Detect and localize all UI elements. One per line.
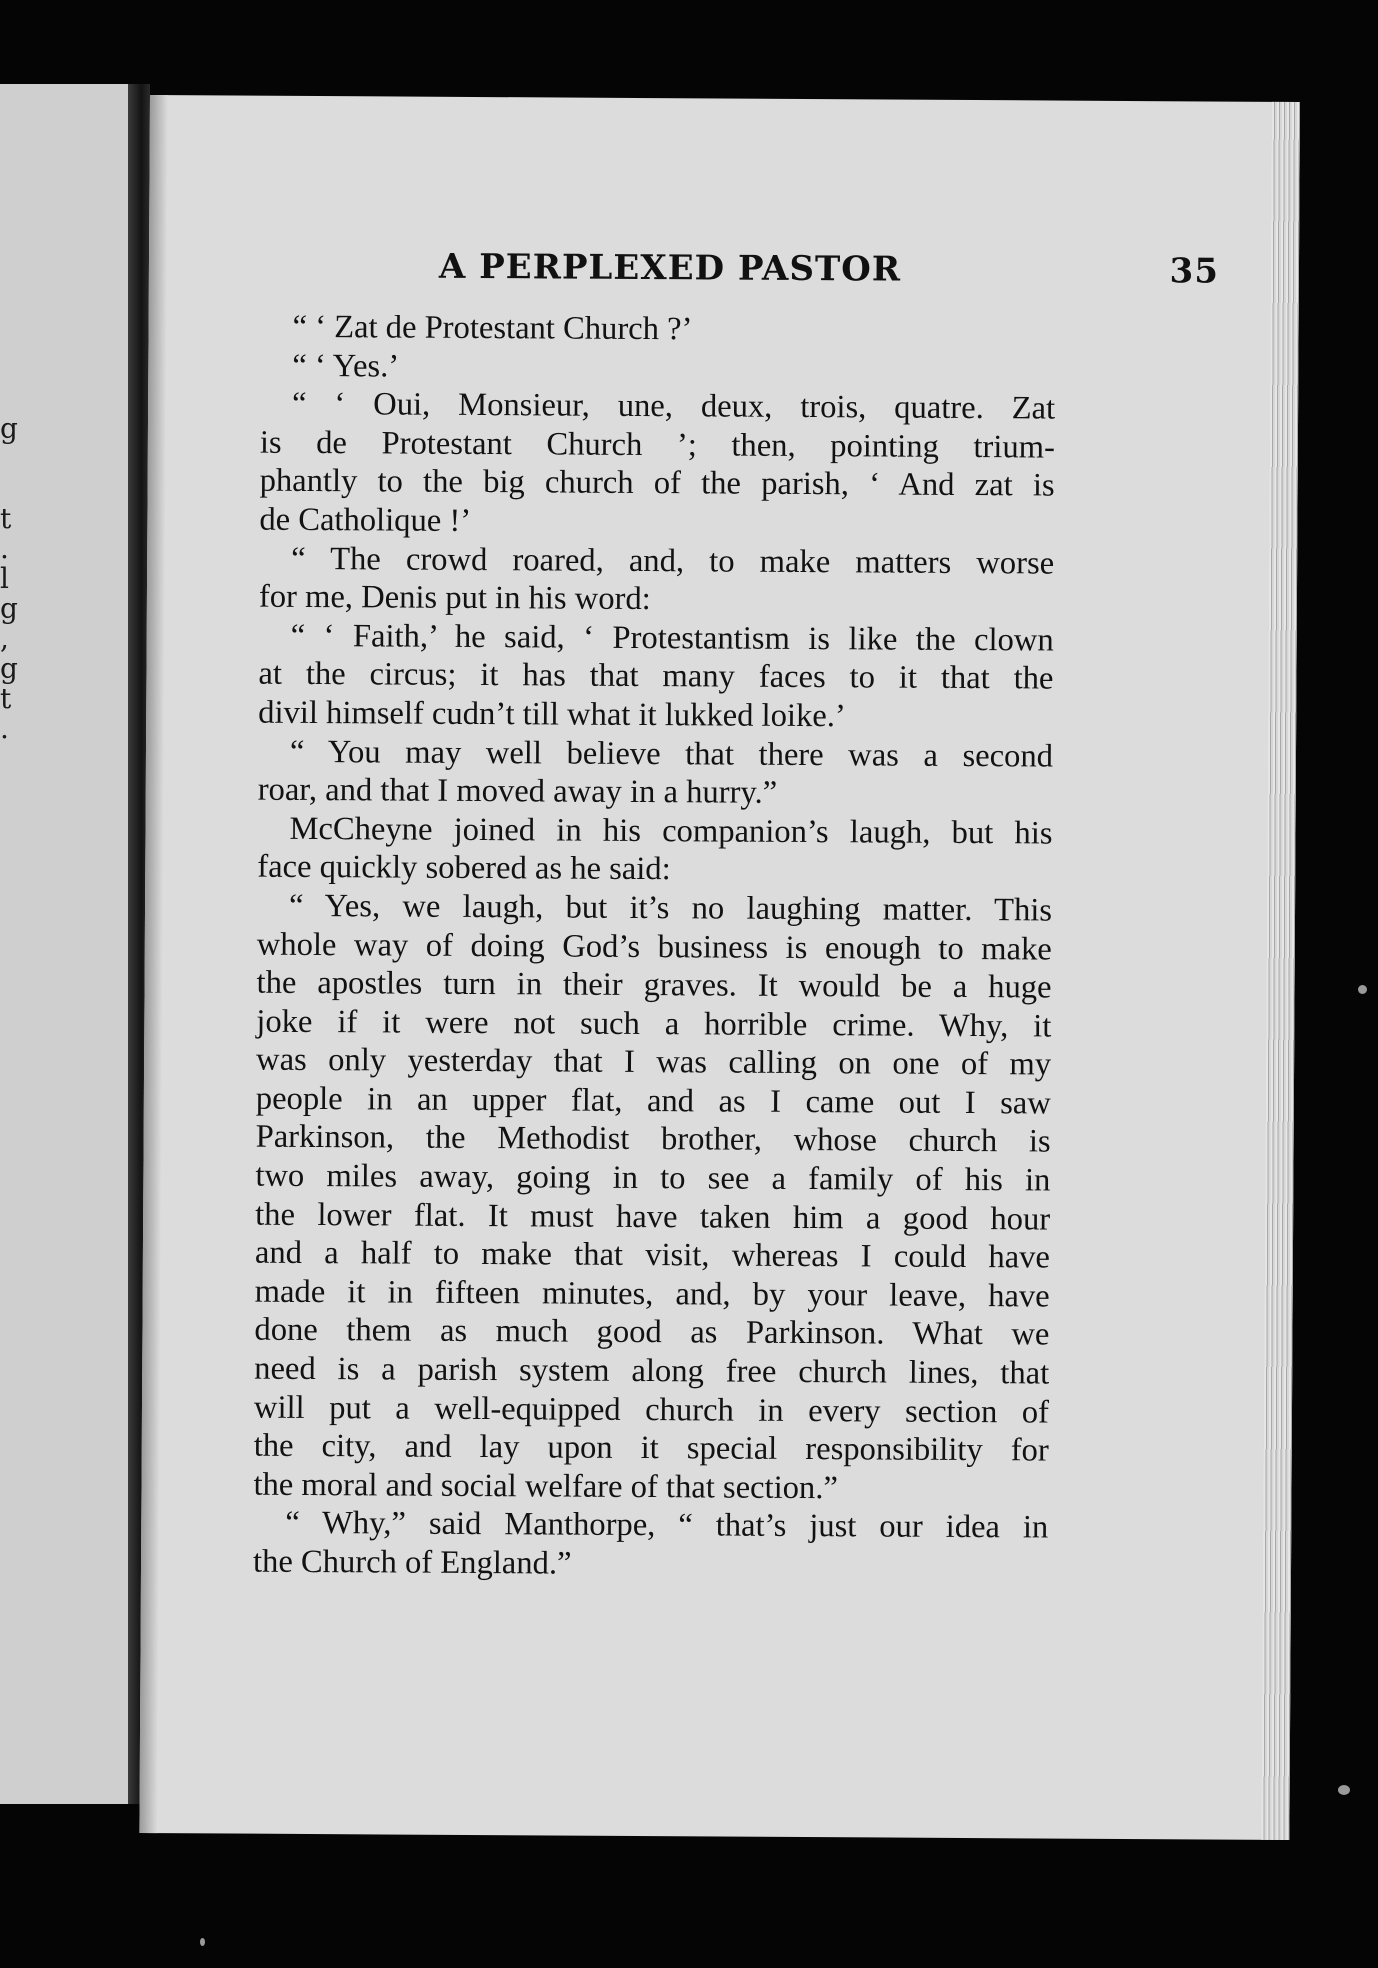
scan-speck — [200, 1938, 205, 1946]
text-line: the Church of England.” — [252, 1543, 572, 1582]
text-line: “ The crowd roared, and, to make matters worse — [291, 540, 1055, 582]
left-page-edge — [0, 84, 131, 1804]
left-page-text-fragments: g t . l g , g t . — [0, 412, 18, 745]
text-line: “ ‘ Oui, Monsieur, une, deux, trois, quatre. Zat — [292, 386, 1056, 427]
text-line: was only yesterday that I was calling on one of my — [255, 1041, 1052, 1083]
scan-speck — [1358, 985, 1367, 994]
text-line: for me, Denis put in his word: — [258, 578, 651, 618]
text-line: whole way of doing God’s business is enough to make — [256, 926, 1052, 968]
text-line: McCheyne joined in his companion’s laugh, but his — [289, 810, 1053, 852]
text-line: at the circus; it has that many faces to it that the — [258, 656, 1054, 697]
text-line: the lower flat. It must have taken him a good hour — [255, 1196, 1051, 1238]
running-head — [439, 247, 1219, 292]
text-line: made it in fifteen minutes, and, by your leave, have — [254, 1273, 1050, 1315]
text-line: divil himself cudn’t till what it lukked loike.’ — [258, 694, 846, 735]
book-page — [139, 95, 1300, 1840]
text-line: “ Why,” said Manthorpe, “ that’s just our idea in — [285, 1505, 1049, 1546]
scan-speck — [1338, 1785, 1350, 1795]
page-number: 35 — [1169, 251, 1220, 292]
text-line: and a half to make that visit, whereas I could have — [254, 1234, 1051, 1276]
text-line: two miles away, going in to see a family of his in — [255, 1157, 1051, 1199]
text-line: need is a parish system along free church lines, that — [254, 1350, 1050, 1392]
text-line: done them as much good as Parkinson. What we — [254, 1312, 1050, 1353]
text-line: “ Yes, we laugh, but it’s no laughing matter. This — [288, 887, 1053, 929]
text-line: phantly to the big church of the parish, ‘ And zat is — [259, 463, 1055, 504]
text-line: roar, and that I moved away in a hurry.” — [257, 771, 778, 811]
running-title: A PERPLEXED PASTOR — [438, 246, 902, 290]
text-line: face quickly sobered as he said: — [257, 848, 671, 888]
text-line: “ ‘ Yes.’ — [292, 347, 400, 385]
text-line: people in an upper flat, and as I came out I saw — [255, 1080, 1051, 1122]
text-line: the apostles turn in their graves. It would be a huge — [256, 964, 1052, 1006]
text-line: is de Protestant Church ’; then, pointing trium- — [259, 424, 1055, 466]
text-line: Parkinson, the Methodist brother, whose church is — [255, 1119, 1051, 1160]
page-stack-edge — [1261, 102, 1300, 1840]
text-line: will put a well-equipped church in every section of — [253, 1389, 1050, 1431]
text-line: joke if it were not such a horrible crime. Why, it — [256, 1003, 1052, 1045]
body-text — [253, 308, 1056, 1586]
text-line: the city, and lay upon it special responsibility for — [253, 1427, 1049, 1469]
text-line: “ You may well believe that there was a second — [289, 733, 1054, 775]
text-line: the moral and social welfare of that section.” — [253, 1466, 838, 1507]
text-line: “ ‘ Zat de Protestant Church ?’ — [292, 308, 693, 348]
text-line: “ ‘ Faith,’ he said, ‘ Protestantism is like the clown — [290, 617, 1054, 659]
text-line: de Catholique !’ — [259, 501, 472, 539]
